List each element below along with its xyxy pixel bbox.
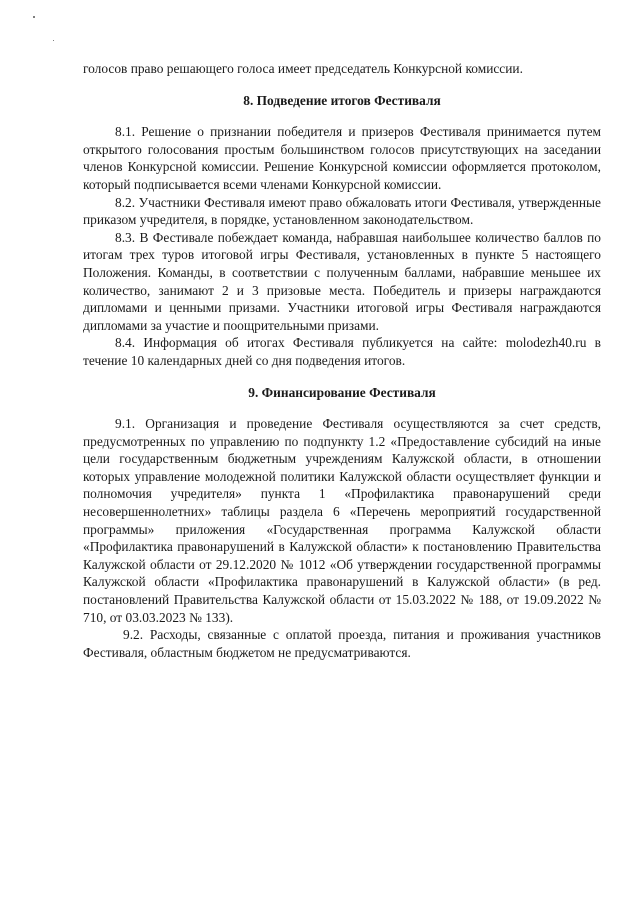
scan-speck xyxy=(33,16,35,18)
paragraph-8-1: 8.1. Решение о признании победителя и призеров Фестиваля принимается путем открытого голосования простым большинством голосов присутствующих на заседании членов Конкурсной комиссии. Решение Конкурсной комиссии оформляется протоколом, который подписывается всеми членами Конкурсной комиссии. xyxy=(83,124,601,192)
scan-speck xyxy=(53,40,54,41)
paragraph-9-1: 9.1. Организация и проведение Фестиваля осуществляются за счет средств, предусмотренных по управлению по подпункту 1.2 «Предоставление субсидий на иные цели государственным бюджетным учреждениям Калужской области, в отношении которых управление молодежной политики Калужской области осуществляет функции и полномочия учредителя» пункта 1 «Профилактика правонарушений среди несовершеннолетних» таблицы раздела 6 «Перечень мероприятий государственной программы» приложения «Государственная программа Калужской области «Профилактика правонарушений в Калужской области» к постановлению Правительства Калужской области от 29.12.2020 № 1012 «Об утверждении государственной программы Калужской области «Профилактика правонарушений в Калужской области» (в ред. постановлений Правительства Калужской области от 15.03.2022 № 188, от 19.09.2022 № 710, от 03.03.2023 № 133). xyxy=(83,416,601,625)
opening-line: голосов право решающего голоса имеет председатель Конкурсной комиссии. xyxy=(83,61,523,76)
document-body xyxy=(83,60,601,661)
section-8-heading: 8. Подведение итогов Фестиваля xyxy=(243,92,441,108)
section-9-heading: 9. Финансирование Фестиваля xyxy=(248,384,436,400)
paragraph-9-2: 9.2. Расходы, связанные с оплатой проезда, питания и проживания участников Фестиваля, областным бюджетом не предусматриваются. xyxy=(83,627,601,660)
paragraph-8-2: 8.2. Участники Фестиваля имеют право обжаловать итоги Фестиваля, утвержденные приказом учредителя, в порядке, установленном законодательством. xyxy=(83,194,601,228)
paragraph-8-4: 8.4. Информация об итогах Фестиваля публикуется на сайте: molodezh40.ru в течение 10 календарных дней со дня подведения итогов. xyxy=(83,335,601,368)
paragraph-8-3: 8.3. В Фестивале побеждает команда, набравшая наибольшее количество баллов по итогам трех туров итоговой игры Фестиваля, установленных в пункте 5 настоящего Положения. Команды, в соответствии с полученным баллами, набравшие меньшее их количество, занимают 2 и 3 призовые места. Победитель и призеры награждаются дипломами и ценными призами. Участники итоговой игры Фестиваля награждаются дипломами за участие и поощрительными призами. xyxy=(83,229,601,333)
